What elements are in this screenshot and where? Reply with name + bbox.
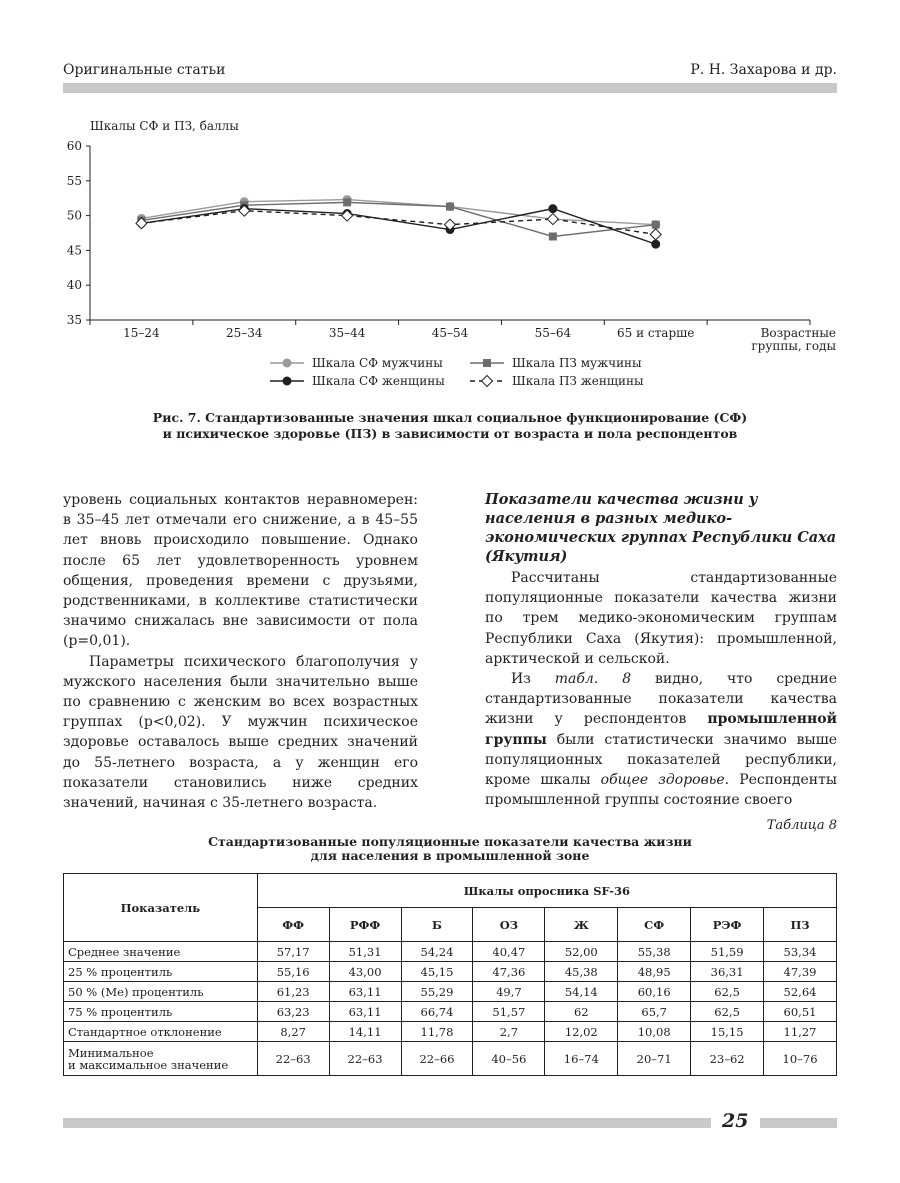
table-col-head: ОЗ xyxy=(473,908,545,942)
table-label: Таблица 8 xyxy=(766,818,837,833)
text-run: были статистически значимо выше популяционных показателей республики, кроме шкалы xyxy=(485,731,837,789)
sf36-table xyxy=(63,873,837,1076)
row-label: 50 % (Ме) процентиль xyxy=(64,982,258,1002)
cell: 52,64 xyxy=(764,982,837,1002)
paragraph-table-8-summary xyxy=(485,669,837,810)
table-head-scales: Шкалы опросника SF-36 xyxy=(257,874,836,908)
row-label-line-2: и максимальное значение xyxy=(68,1057,229,1072)
cell: 62,5 xyxy=(691,1002,764,1022)
legend-label-1: Шкала ПЗ мужчины xyxy=(512,356,642,370)
series-2-point xyxy=(651,240,660,249)
cell: 2,7 xyxy=(473,1022,545,1042)
figure-caption-line-2: и психическое здоровье (ПЗ) в зависимости от возраста и пола респондентов xyxy=(162,426,738,441)
cell: 11,78 xyxy=(401,1022,473,1042)
table-col-head: ПЗ xyxy=(764,908,837,942)
row-label xyxy=(64,1042,258,1076)
cell: 60,51 xyxy=(764,1002,837,1022)
emphasis-industrial-group: промышленной группы xyxy=(485,711,837,748)
text-run: видно, что средние стандартизованные показатели качества жизни у респондентов xyxy=(485,671,838,728)
cell: 63,11 xyxy=(329,1002,401,1022)
x-tick-label: 65 и старше xyxy=(617,326,695,340)
text-run: . Респонденты промышленной группы состояние своего xyxy=(485,772,837,809)
footer-rule xyxy=(63,1118,711,1128)
legend-label-0: Шкала СФ мужчины xyxy=(312,356,443,370)
paragraph-mental-wellbeing: Параметры психического благополучия у мужского населения были значительно выше по сравнению с женским во всех возрастных группах (p<0,02). У мужчин психическое здоровье оставалось выше средних значений до 55-летнего возраста, а у женщин его показатели становились ниже средних значений, начиная с 35-летнего возраста. xyxy=(63,653,418,812)
cell: 14,11 xyxy=(329,1022,401,1042)
cell: 63,23 xyxy=(257,1002,329,1022)
cell: 55,16 xyxy=(257,962,329,982)
table-col-head: РФФ xyxy=(329,908,401,942)
cell: 22–63 xyxy=(329,1042,401,1076)
cell: 20–71 xyxy=(618,1042,691,1076)
cell: 47,39 xyxy=(764,962,837,982)
cell: 43,00 xyxy=(329,962,401,982)
chart-legend xyxy=(270,356,644,388)
cell: 12,02 xyxy=(545,1022,618,1042)
cell: 63,11 xyxy=(329,982,401,1002)
cell: 51,59 xyxy=(691,942,764,962)
cell: 49,7 xyxy=(473,982,545,1002)
page-number: 25 xyxy=(722,1110,749,1132)
x-tick-label: 55–64 xyxy=(534,326,572,340)
legend-marker-0 xyxy=(283,359,292,368)
section-heading: Показатели качества жизни у населения в разных медико-экономических группах Республики Саха (Якутия) xyxy=(485,491,837,565)
cell: 53,34 xyxy=(764,942,837,962)
y-tick-label: 45 xyxy=(66,243,82,258)
cell: 10–76 xyxy=(764,1042,837,1076)
table-title-line-2: для населения в промышленной зоне xyxy=(310,848,590,863)
series-line-1 xyxy=(141,202,655,236)
y-tick-label: 50 xyxy=(66,208,82,223)
chart-axes xyxy=(67,139,837,353)
cell: 61,23 xyxy=(257,982,329,1002)
series-3-point xyxy=(650,229,661,240)
legend-label-3: Шкала ПЗ женщины xyxy=(512,374,644,388)
cell: 51,57 xyxy=(473,1002,545,1022)
cell: 47,36 xyxy=(473,962,545,982)
legend-marker-2 xyxy=(283,377,292,386)
table-row xyxy=(64,1022,837,1042)
table-row xyxy=(64,942,837,962)
cell: 60,16 xyxy=(618,982,691,1002)
y-tick-label: 40 xyxy=(66,278,82,293)
text-column-right xyxy=(485,490,837,810)
text-column-left xyxy=(63,490,418,813)
series-2-point xyxy=(548,204,557,213)
chart-xlabel-line-2: группы, годы xyxy=(751,339,836,353)
row-label: 25 % процентиль xyxy=(64,962,258,982)
table-col-head: Ж xyxy=(545,908,618,942)
table-col-head: СФ xyxy=(618,908,691,942)
emphasis-general-health: общее здоровье xyxy=(600,772,725,789)
cell: 45,38 xyxy=(545,962,618,982)
cell: 22–66 xyxy=(401,1042,473,1076)
series-1-point xyxy=(343,198,351,206)
y-tick-label: 35 xyxy=(66,313,82,327)
table-row xyxy=(64,982,837,1002)
legend-marker-1 xyxy=(483,359,491,367)
cell: 45,15 xyxy=(401,962,473,982)
series-1-point xyxy=(652,221,660,229)
cell: 23–62 xyxy=(691,1042,764,1076)
y-tick-label: 55 xyxy=(66,173,82,188)
series-line-3 xyxy=(141,211,655,235)
cell: 51,31 xyxy=(329,942,401,962)
cell: 54,14 xyxy=(545,982,618,1002)
series-1-point xyxy=(446,203,454,211)
cell: 16–74 xyxy=(545,1042,618,1076)
cell: 22–63 xyxy=(257,1042,329,1076)
running-header-authors: Р. Н. Захарова и др. xyxy=(690,62,837,78)
paragraph-social-contacts: уровень социальных контактов неравномерен: в 35–45 лет отмечали его снижение, а в 45–55 лет вновь происходило повышение. Однако после 65 лет удовлетворенность уровнем общения, проведения времени с друзьями, родственниками, в коллективе статистически значимо снижалась вне зависимости от пола (p=0,01). xyxy=(63,492,418,650)
cell: 55,29 xyxy=(401,982,473,1002)
series-line-2 xyxy=(141,209,655,244)
figure-7-line-chart xyxy=(60,110,840,400)
chart-xlabel-line-1: Возрастные xyxy=(760,326,836,340)
cell: 15,15 xyxy=(691,1022,764,1042)
table-row xyxy=(64,1042,837,1076)
table-reference: табл. 8 xyxy=(554,671,632,688)
header-rule xyxy=(63,83,837,93)
x-tick-label: 35–44 xyxy=(328,326,366,340)
cell: 66,74 xyxy=(401,1002,473,1022)
y-tick-label: 60 xyxy=(66,139,82,153)
table-title-line-1: Стандартизованные популяционные показатели качества жизни xyxy=(208,834,692,849)
row-label-line-1: Минимальное xyxy=(68,1045,154,1060)
table-head-indicator: Показатель xyxy=(64,874,258,942)
series-3-point xyxy=(547,214,558,225)
x-tick-label: 45–54 xyxy=(431,326,469,340)
row-label: Среднее значение xyxy=(64,942,258,962)
table-col-head: Б xyxy=(401,908,473,942)
cell: 36,31 xyxy=(691,962,764,982)
cell: 55,38 xyxy=(618,942,691,962)
cell: 54,24 xyxy=(401,942,473,962)
row-label: 75 % процентиль xyxy=(64,1002,258,1022)
cell: 40–56 xyxy=(473,1042,545,1076)
cell: 62 xyxy=(545,1002,618,1022)
chart-series-lines xyxy=(141,200,655,245)
legend-marker-3 xyxy=(482,376,493,387)
table-col-head: ФФ xyxy=(257,908,329,942)
cell: 10,08 xyxy=(618,1022,691,1042)
text-run: Из xyxy=(511,671,555,688)
table-row xyxy=(64,962,837,982)
cell: 57,17 xyxy=(257,942,329,962)
legend-label-2: Шкала СФ женщины xyxy=(312,374,445,388)
cell: 52,00 xyxy=(545,942,618,962)
x-tick-label: 15–24 xyxy=(123,326,160,340)
table-row xyxy=(64,1002,837,1022)
x-tick-label: 25–34 xyxy=(226,326,263,340)
figure-caption xyxy=(63,410,837,442)
row-label: Стандартное отклонение xyxy=(64,1022,258,1042)
series-1-point xyxy=(549,232,557,240)
chart-ylabel: Шкалы СФ и ПЗ, баллы xyxy=(90,119,239,133)
running-header-section: Оригинальные статьи xyxy=(63,62,226,78)
cell: 65,7 xyxy=(618,1002,691,1022)
cell: 40,47 xyxy=(473,942,545,962)
figure-caption-line-1: Рис. 7. Стандартизованные значения шкал социальное функционирование (СФ) xyxy=(152,410,748,425)
cell: 48,95 xyxy=(618,962,691,982)
footer-rule-right xyxy=(760,1118,837,1128)
cell: 62,5 xyxy=(691,982,764,1002)
paragraph-calculated: Рассчитаны стандартизованные популяционные показатели качества жизни по трем медико-экономическим группам Республики Саха (Якутия): промышленной, арктической и сельской. xyxy=(485,570,837,667)
cell: 11,27 xyxy=(764,1022,837,1042)
cell: 8,27 xyxy=(257,1022,329,1042)
table-title xyxy=(63,835,837,863)
table-col-head: РЭФ xyxy=(691,908,764,942)
